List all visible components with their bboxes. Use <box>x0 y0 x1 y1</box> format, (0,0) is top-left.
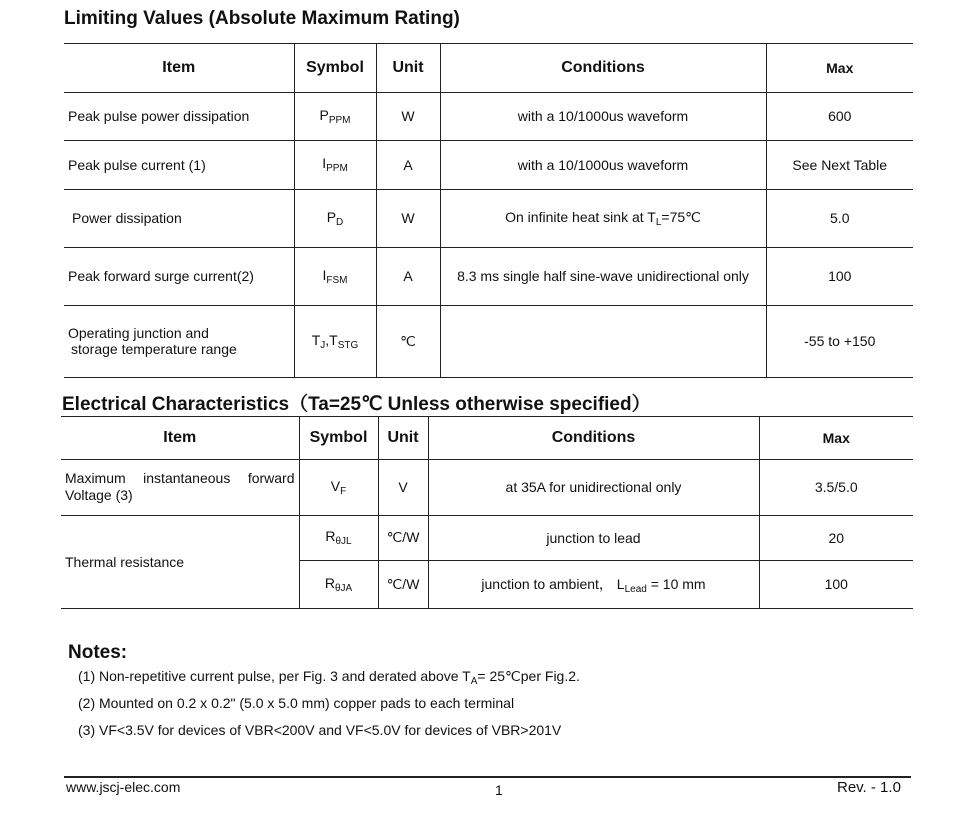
note-3: (3) VF<3.5V for devices of VBR<200V and VF<5.0V for devices of VBR>201V <box>78 722 562 738</box>
revision-label: Rev. - 1.0 <box>837 779 901 796</box>
table-row <box>61 459 913 515</box>
item-cell <box>64 305 294 377</box>
conditions-cell <box>440 305 766 377</box>
conditions-cell: junction to ambient， $L_{Lead} = 10$ mm <box>428 560 759 608</box>
table-row <box>64 247 913 305</box>
unit-cell: W <box>376 92 440 140</box>
item-line-1: Operating junction and <box>68 325 209 341</box>
unit-cell: V <box>378 459 428 515</box>
max-cell: 20 <box>759 515 913 560</box>
item-line-2: storage temperature range <box>71 341 237 357</box>
footer-rule <box>64 776 911 778</box>
header-unit: Unit <box>378 417 428 459</box>
max-cell: 5.0 <box>766 189 913 247</box>
table-row <box>61 515 913 560</box>
max-cell: 100 <box>766 247 913 305</box>
max-cell: -55 to +150 <box>766 305 913 377</box>
limiting-values-title: Limiting Values (Absolute Maximum Rating) <box>64 8 460 29</box>
notes-title: Notes: <box>68 642 128 663</box>
unit-cell: W <box>376 189 440 247</box>
conditions-cell: with a 10/1000us waveform <box>440 140 766 189</box>
header-max: Max <box>766 44 913 92</box>
item-cell: Thermal resistance <box>61 515 299 608</box>
table-row <box>64 140 913 189</box>
item-cell: Peak pulse current (1) <box>64 140 294 189</box>
unit-cell: A <box>376 140 440 189</box>
unit-cell: ℃/W <box>378 515 428 560</box>
symbol-cell: $R_{\theta JL}$ <box>299 515 378 560</box>
table-row <box>64 189 913 247</box>
header-conditions: Conditions <box>428 417 759 459</box>
header-symbol: Symbol <box>294 44 376 92</box>
symbol-cell: $P_D$ <box>294 189 376 247</box>
item-cell: Power dissipation <box>64 189 294 247</box>
symbol-cell: $P_{PPM}$ <box>294 92 376 140</box>
item-cell: Maximum instantaneous forward Voltage (3) <box>61 459 299 515</box>
unit-cell: ℃/W <box>378 560 428 608</box>
header-conditions: Conditions <box>440 44 766 92</box>
item-cell: Peak forward surge current(2) <box>64 247 294 305</box>
electrical-characteristics-table <box>61 417 913 609</box>
limiting-values-table <box>64 44 913 378</box>
max-cell: 3.5/5.0 <box>759 459 913 515</box>
conditions-cell: with a 10/1000us waveform <box>440 92 766 140</box>
max-cell: 100 <box>759 560 913 608</box>
symbol-cell: $I_{PPM}$ <box>294 140 376 189</box>
max-cell: See Next Table <box>766 140 913 189</box>
max-cell: 600 <box>766 92 913 140</box>
header-item: Item <box>61 417 299 459</box>
header-item: Item <box>64 44 294 92</box>
symbol-cell: $T_J,T_{STG}$ <box>294 305 376 377</box>
header-max: Max <box>759 417 913 459</box>
footer-url: www.jscj-elec.com <box>66 779 181 795</box>
conditions-cell: On infinite heat sink at $T_L=75℃$ <box>440 189 766 247</box>
page-number: 1 <box>495 782 503 798</box>
note-1: (1) Non-repetitive current pulse, per Fig. 3 and derated above $T_A=$ 25℃per Fig.2. <box>78 668 580 687</box>
electrical-characteristics-title: Electrical Characteristics（Ta=25℃ Unless otherwise specified） <box>62 394 651 415</box>
table-row <box>64 305 913 377</box>
symbol-cell: $R_{\theta JA}$ <box>299 560 378 608</box>
unit-cell: ℃ <box>376 305 440 377</box>
conditions-cell: junction to lead <box>428 515 759 560</box>
note-2: (2) Mounted on 0.2 x 0.2" (5.0 x 5.0 mm) copper pads to each terminal <box>78 695 515 711</box>
conditions-cell: 8.3 ms single half sine-wave unidirectional only <box>440 247 766 305</box>
header-unit: Unit <box>376 44 440 92</box>
item-cell: Peak pulse power dissipation <box>64 92 294 140</box>
symbol-cell: $V_F$ <box>299 459 378 515</box>
unit-cell: A <box>376 247 440 305</box>
header-symbol: Symbol <box>299 417 378 459</box>
conditions-cell: at 35A for unidirectional only <box>428 459 759 515</box>
symbol-cell: $I_{FSM}$ <box>294 247 376 305</box>
table-row <box>64 92 913 140</box>
